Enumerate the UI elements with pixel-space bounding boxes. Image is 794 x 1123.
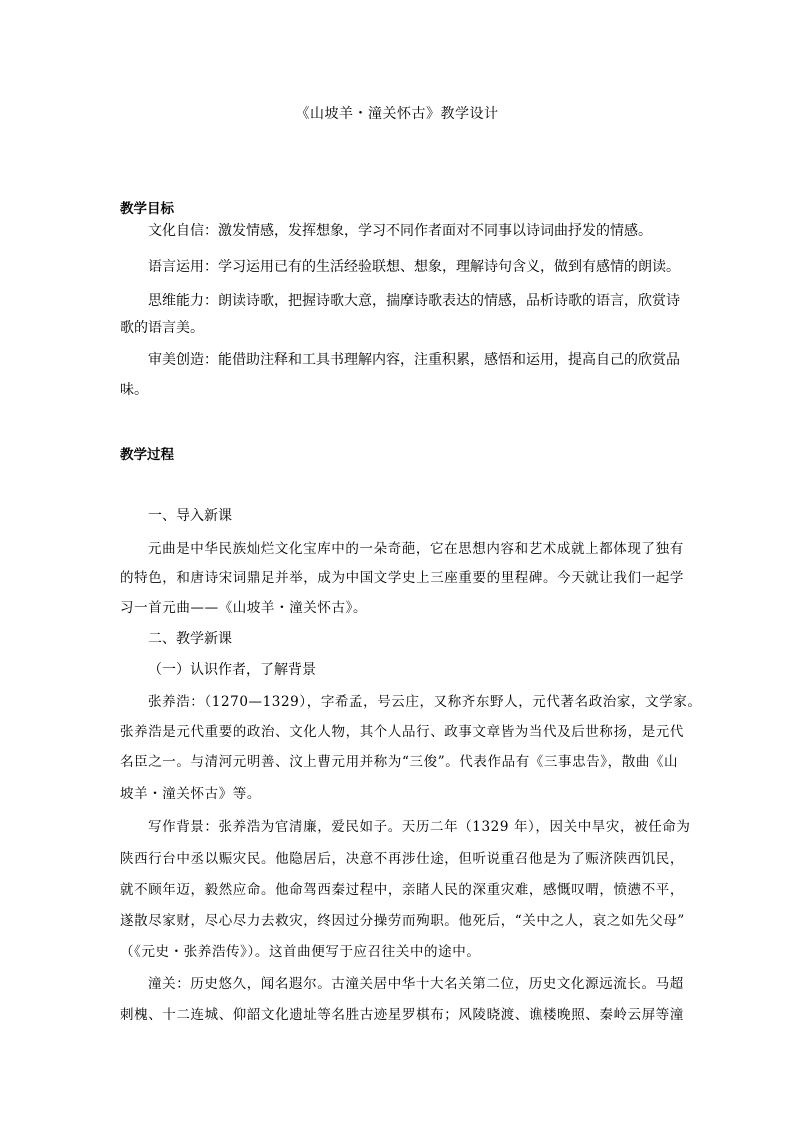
objective-language: 语言运用：学习运用已有的生活经验联想、想象，理解诗句含义，做到有感情的朗读。 — [148, 259, 680, 275]
background-line-3: 就不顾年迈，毅然应命。他命驾西秦过程中，亲睹人民的深重灾难，感慨叹喟，愤懑不平， — [120, 882, 684, 898]
intro-line-3: 习一首元曲——《山坡羊・潼关怀古》。 — [120, 600, 368, 616]
intro-line-1: 元曲是中华民族灿烂文化宝库中的一朵奇葩，它在思想内容和艺术成就上都体现了独有 — [148, 541, 684, 557]
tongguan-line-1: 潼关：历史悠久，闻名遐尔。古潼关居中华十大名关第二位，历史文化源远流长。马超 — [148, 976, 684, 992]
objective-aesthetic-cont: 味。 — [120, 382, 148, 398]
background-line-2: 陕西行台中丞以赈灾民。他隐居后，决意不再涉仕途，但听说重召他是为了赈济陕西饥民， — [120, 851, 684, 867]
objectives-heading: 教学目标 — [120, 201, 174, 217]
intro-line-2: 的特色，和唐诗宋词鼎足并举，成为中国文学史上三座重要的里程碑。今天就让我们一起学 — [120, 570, 684, 586]
background-line-5: （《元史・张养浩传》）。这首曲便写于应召往关中的途中。 — [120, 944, 481, 960]
objective-thinking-cont: 歌的语言美。 — [120, 320, 204, 336]
background-line-1: 写作背景：张养浩为官清廉，爱民如子。天历二年（1329 年），因关中旱灾，被任命为 — [148, 819, 691, 835]
objective-thinking: 思维能力：朗读诗歌，把握诗歌大意，揣摩诗歌表达的情感，品析诗歌的语言，欣赏诗 — [148, 293, 680, 309]
background-line-4: 遂散尽家财，尽心尽力去救灾，终因过分操劳而殉职。他死后，“关中之人，哀之如先父母” — [120, 913, 685, 929]
document-title: 《山坡羊・潼关怀古》教学设计 — [295, 106, 499, 122]
process-heading: 教学过程 — [120, 447, 174, 463]
subsection-author-heading: （一）认识作者，了解背景 — [148, 662, 316, 678]
tongguan-line-2: 刺槐、十二连城、仰韶文化遗址等名胜古迹星罗棋布；风陵晓渡、谯楼晚照、秦岭云屏等潼 — [120, 1007, 684, 1023]
objective-aesthetic: 审美创造：能借助注释和工具书理解内容，注重积累，感悟和运用，提高自己的欣赏品 — [148, 352, 680, 368]
author-line-2: 张养浩是元代重要的政治、文化人物，其个人品行、政事文章皆为当代及后世称扬，是元代 — [120, 724, 684, 740]
section-intro-heading: 一、导入新课 — [148, 508, 232, 524]
author-line-4: 坡羊・潼关怀古》等。 — [120, 786, 261, 802]
author-line-1: 张养浩：（1270—1329），字希孟，号云庄，又称齐东野人，元代著名政治家，文学家。 — [148, 694, 702, 710]
objective-culture: 文化自信：激发情感，发挥想象，学习不同作者面对不同事以诗词曲抒发的情感。 — [148, 223, 652, 239]
section-new-lesson-heading: 二、教学新课 — [148, 631, 232, 647]
author-line-3: 名臣之一。与清河元明善、汶上曹元用并称为“三俊”。代表作品有《三事忠告》，散曲《山 — [120, 754, 679, 770]
